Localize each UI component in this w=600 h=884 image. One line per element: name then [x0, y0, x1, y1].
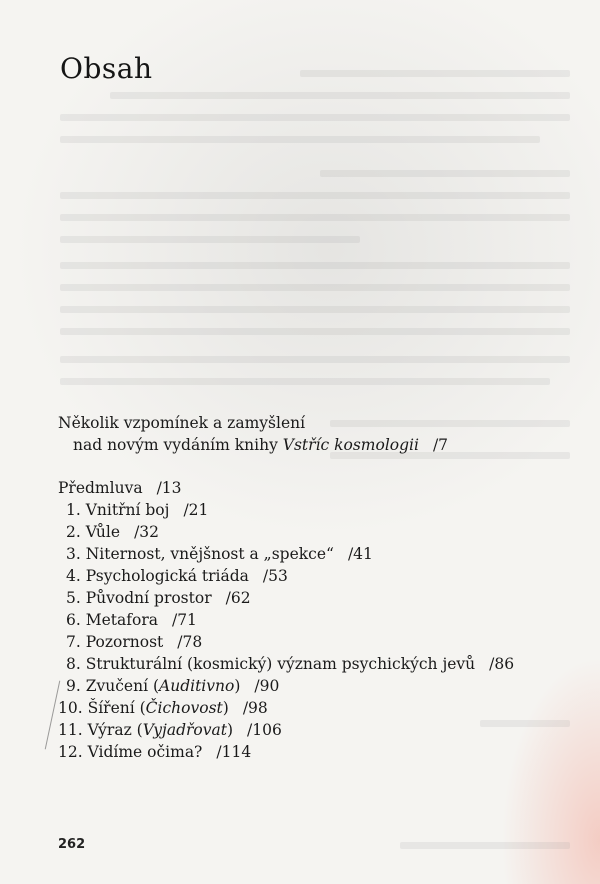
bleed-through-text [60, 284, 570, 291]
toc-page-ref: /90 [254, 677, 280, 695]
bleed-through-text [60, 114, 570, 121]
page-number: 262 [58, 837, 86, 852]
chapter-title: Původní prostor [85, 589, 212, 607]
chapter-subtitle: Vyjadřovat [142, 721, 227, 739]
bleed-through-text [60, 262, 570, 269]
toc-page-ref: /13 [156, 479, 182, 497]
toc-intro-line-2 [58, 434, 578, 456]
toc-page-ref: /106 [247, 721, 282, 739]
chapter-title: Metafora [85, 611, 158, 629]
chapter-title: Zvučení ( [85, 677, 160, 695]
bleed-through-text [60, 192, 570, 199]
toc-chapter [58, 609, 578, 631]
toc-chapter [58, 675, 578, 697]
toc-chapter [58, 543, 578, 565]
chapter-title: Šíření ( [87, 699, 146, 717]
toc-intro-line-1: Několik vzpomínek a zamyšlení [58, 414, 306, 432]
chapter-number: 12. [58, 743, 83, 761]
bleed-through-text [110, 92, 570, 99]
chapter-number: 11. [58, 721, 83, 739]
chapter-number: 3. [66, 545, 81, 563]
toc-chapter [58, 521, 578, 543]
bleed-through-text [400, 842, 570, 849]
toc-foreword-label: Předmluva [58, 479, 143, 497]
page-title: Obsah [60, 52, 153, 85]
chapter-number: 4. [66, 567, 81, 585]
toc-page-ref: /41 [347, 545, 373, 563]
bleed-through-text [60, 214, 570, 221]
chapter-title: Vidíme očima? [87, 743, 203, 761]
bleed-through-text [60, 236, 360, 243]
chapter-number: 9. [66, 677, 81, 695]
toc-page-ref: /71 [171, 611, 197, 629]
chapter-title: Vnitřní boj [85, 501, 170, 519]
toc-intro-book-title: Vstříc kosmologii [282, 436, 419, 454]
chapter-number: 8. [66, 655, 81, 673]
toc-chapter [58, 565, 578, 587]
toc-chapter [58, 631, 578, 653]
chapter-subtitle: Čichovost [145, 699, 223, 717]
toc-chapter [58, 587, 578, 609]
toc-page-ref: /53 [262, 567, 288, 585]
toc-chapter [58, 741, 578, 763]
toc-page-ref: /7 [432, 436, 449, 454]
bleed-through-text [60, 328, 570, 335]
chapter-paren: ) [222, 699, 229, 717]
chapter-number: 5. [66, 589, 81, 607]
toc-chapter [58, 499, 578, 521]
toc-page-ref: /32 [134, 523, 160, 541]
toc-foreword [58, 477, 578, 499]
chapter-list [58, 499, 578, 763]
chapter-paren: ) [226, 721, 234, 739]
chapter-subtitle: Auditivno [159, 677, 235, 695]
toc-page-ref: /62 [225, 589, 251, 607]
toc-chapter [58, 719, 578, 741]
bleed-through-text [320, 170, 570, 177]
chapter-number: 1. [66, 501, 81, 519]
chapter-number: 7. [66, 633, 81, 651]
chapter-title: Strukturální (kosmický) význam psychických jevů [85, 655, 476, 673]
toc-page-ref: /21 [183, 501, 209, 519]
toc-page-ref: /86 [489, 655, 515, 673]
chapter-number: 10. [58, 699, 83, 717]
toc-intro-text: nad novým vydáním knihy [73, 436, 283, 454]
chapter-title: Niternost, vnějšnost a „spekce“ [85, 545, 334, 563]
bleed-through-text [60, 306, 570, 313]
table-of-contents [58, 412, 578, 763]
chapter-paren: ) [234, 677, 241, 695]
toc-chapter [58, 653, 578, 675]
chapter-title: Pozornost [85, 633, 164, 651]
chapter-number: 6. [66, 611, 81, 629]
toc-page-ref: /114 [216, 743, 252, 761]
chapter-title: Vůle [85, 523, 121, 541]
bleed-through-text [60, 378, 550, 385]
chapter-number: 2. [66, 523, 81, 541]
chapter-title: Psychologická triáda [85, 567, 249, 585]
bleed-through-text [300, 70, 570, 77]
bleed-through-text [60, 136, 540, 143]
toc-chapter [58, 697, 578, 719]
bleed-through-text [60, 356, 570, 363]
toc-page-ref: /78 [177, 633, 203, 651]
spacer [58, 456, 578, 477]
toc-page-ref: /98 [242, 699, 268, 717]
chapter-title: Výraz ( [87, 721, 143, 739]
